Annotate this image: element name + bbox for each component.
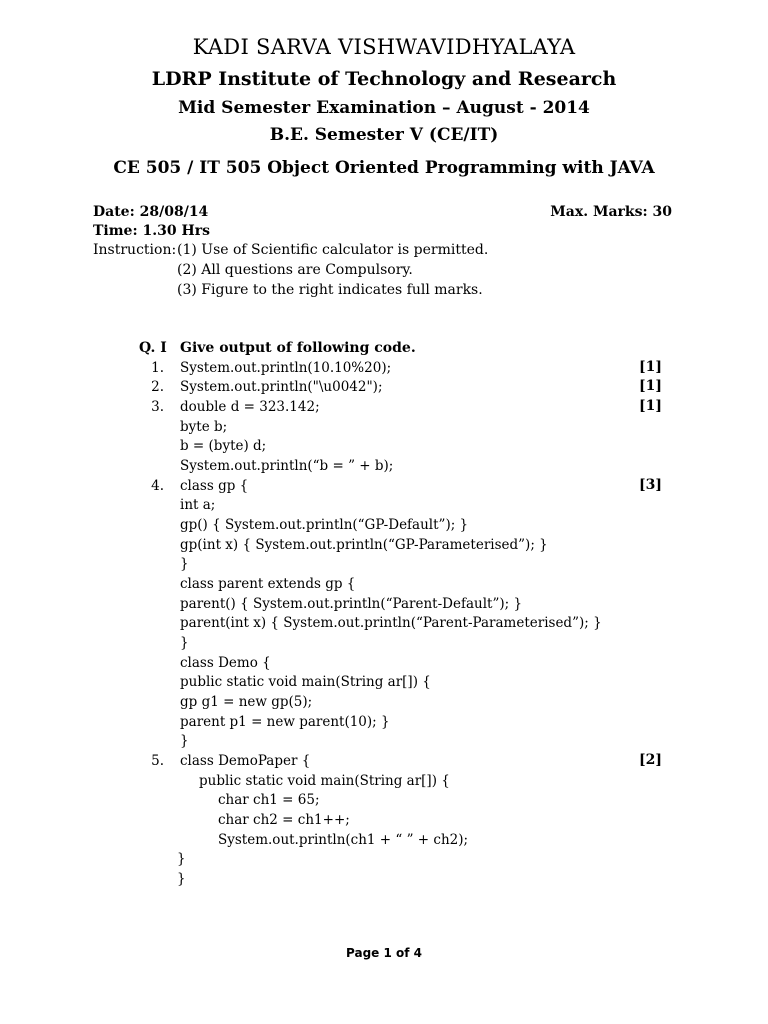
- code-line: }: [177, 851, 186, 867]
- instruction-1: (1) Use of Scientific calculator is permitted.: [177, 242, 489, 258]
- code-line: System.out.println(ch1 + “ ” + ch2);: [218, 832, 469, 848]
- code-line: int a;: [180, 497, 216, 513]
- code-line: byte b;: [180, 419, 228, 435]
- code-line: gp() { System.out.println(“GP-Default”); }: [180, 517, 469, 533]
- code-line: parent() { System.out.println(“Parent-Default”); }: [180, 596, 523, 612]
- code-line: }: [177, 871, 186, 887]
- code-line: char ch2 = ch1++;: [218, 812, 350, 828]
- code-line: parent p1 = new parent(10); }: [180, 714, 390, 730]
- exam-time: Time: 1.30 Hrs: [93, 223, 210, 239]
- exam-title: Mid Semester Examination – August - 2014: [178, 98, 590, 118]
- item-number: 4.: [151, 478, 164, 494]
- code-line: }: [180, 556, 189, 572]
- subject-title: CE 505 / IT 505 Object Oriented Programming with JAVA: [113, 158, 655, 178]
- code-line: parent(int x) { System.out.println(“Parent-Parameterised”); }: [180, 615, 602, 631]
- code-line: }: [180, 733, 189, 749]
- code-line: class parent extends gp {: [180, 576, 356, 592]
- item-number: 3.: [151, 399, 164, 415]
- item-number: 2.: [151, 379, 164, 395]
- question-title: Give output of following code.: [180, 340, 416, 356]
- item-marks: [1]: [639, 378, 662, 394]
- code-line: double d = 323.142;: [180, 399, 320, 415]
- institute-name: LDRP Institute of Technology and Research: [151, 68, 617, 90]
- item-number: 5.: [151, 753, 164, 769]
- item-marks: [1]: [639, 398, 662, 414]
- instruction-2: (2) All questions are Compulsory.: [177, 262, 413, 278]
- code-line: gp(int x) { System.out.println(“GP-Parameterised”); }: [180, 537, 548, 553]
- code-line: class DemoPaper {: [180, 753, 311, 769]
- item-number: 1.: [151, 360, 164, 376]
- max-marks: Max. Marks: 30: [550, 204, 672, 220]
- item-marks: [3]: [639, 477, 662, 493]
- question-label: Q. I: [139, 340, 167, 356]
- item-marks: [1]: [639, 359, 662, 375]
- instruction-3: (3) Figure to the right indicates full marks.: [177, 282, 483, 298]
- code-line: b = (byte) d;: [180, 438, 267, 454]
- code-line: public static void main(String ar[]) {: [199, 773, 450, 789]
- code-line: public static void main(String ar[]) {: [180, 674, 431, 690]
- code-line: System.out.println(“b = ” + b);: [180, 458, 394, 474]
- exam-date: Date: 28/08/14: [93, 204, 209, 220]
- code-line: }: [180, 635, 189, 651]
- code-line: class gp {: [180, 478, 249, 494]
- code-line: System.out.println("\u0042");: [180, 379, 383, 395]
- item-marks: [2]: [639, 752, 662, 768]
- page-number: Page 1 of 4: [346, 946, 422, 960]
- code-line: char ch1 = 65;: [218, 792, 320, 808]
- code-line: class Demo {: [180, 655, 271, 671]
- instruction-label: Instruction:: [93, 242, 177, 258]
- semester: B.E. Semester V (CE/IT): [269, 125, 499, 145]
- university-name: KADI SARVA VISHWAVIDHYALAYA: [192, 35, 576, 59]
- code-line: System.out.println(10.10%20);: [180, 360, 392, 376]
- code-line: gp g1 = new gp(5);: [180, 694, 313, 710]
